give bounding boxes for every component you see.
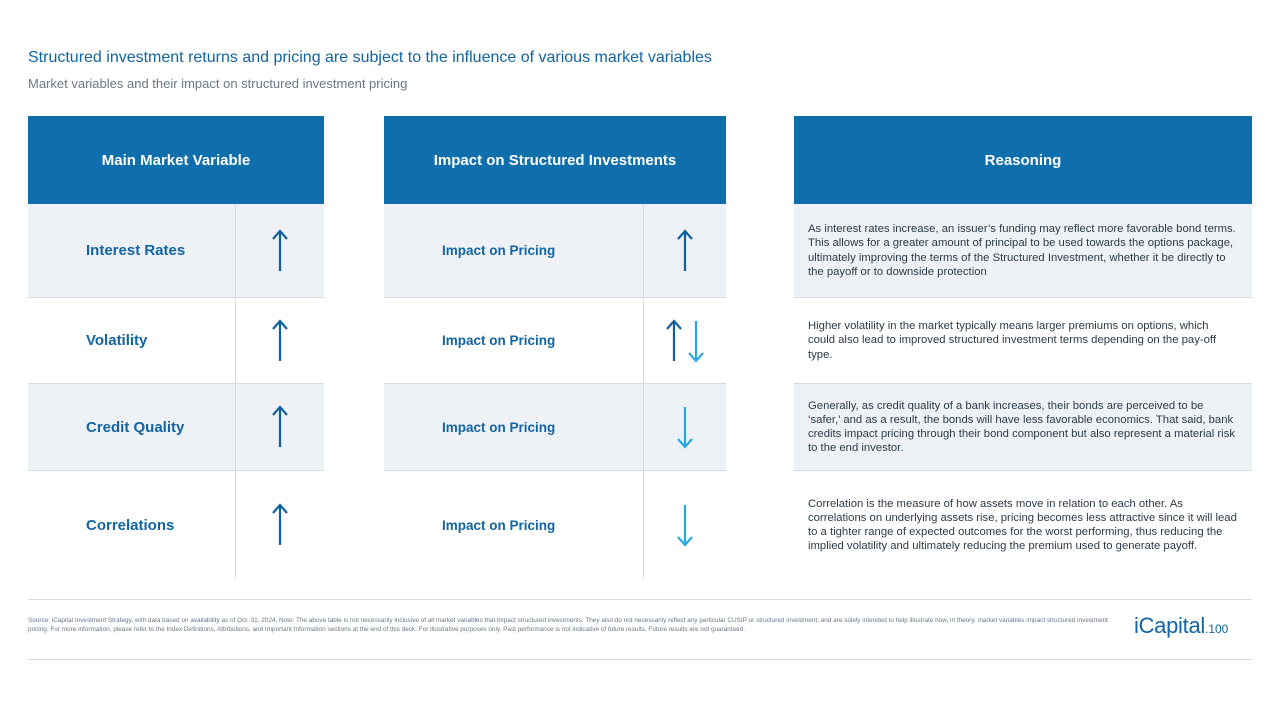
impact-direction-cell [643, 471, 726, 579]
table-row [384, 471, 726, 579]
table-row [28, 384, 324, 471]
variable-label: Volatility [86, 332, 148, 349]
direction-cell [235, 384, 324, 470]
arrow-down-icon [676, 405, 694, 449]
impact-label: Impact on Pricing [442, 419, 556, 435]
arrow-up-icon [665, 319, 683, 363]
variable-column [28, 116, 324, 579]
impact-direction-cell [643, 384, 726, 470]
brand-logo [1134, 613, 1228, 639]
page-subtitle: Market variables and their impact on structured investment pricing [28, 76, 408, 91]
footer-divider-top [28, 599, 1252, 600]
reasoning-column [794, 116, 1252, 579]
impact-column-header: Impact on Structured Investments [384, 116, 726, 204]
table-row [384, 384, 726, 471]
table-row [28, 298, 324, 384]
impact-label: Impact on Pricing [442, 517, 556, 533]
variable-label: Interest Rates [86, 242, 186, 259]
logo-wordmark: iCapital [1134, 613, 1205, 638]
direction-cell [235, 298, 324, 383]
arrow-up-icon [271, 229, 289, 273]
impact-label: Impact on Pricing [442, 333, 556, 348]
arrow-up-icon [676, 229, 694, 273]
page-title: Structured investment returns and pricing are subject to the influence of various market variables [28, 49, 712, 66]
footer-divider-bottom [28, 659, 1252, 660]
reasoning-text: Generally, as credit quality of a bank increases, their bonds are perceived to be ‘safer,’ and as a result, the bonds will have less favorable economics. That said, bank credits impact pricing through their bond component but also represent a material risk to the end investor. [808, 399, 1235, 455]
direction-cell [235, 204, 324, 297]
table-row [794, 298, 1252, 384]
impact-direction-cell [643, 298, 726, 383]
footnote: Source: iCapital Investment Strategy, with data based on availability as of Oct. 31, 2024. Note: The above table is not necessarily inclusive of all market variables that impact structured investments. They also do not necessarily reflect any particular CUSIP or structured investment, and are solely intended to help illustrate how, in theory, market variables impact structured investment pricing. For more information, please refer to the Index Definitions, Attributions, and Important Information sections at the end of this deck. For illustrative purposes only. Past performance is not indicative of future results. Future results are not guaranteed. [28, 617, 1108, 634]
impact-label: Impact on Pricing [442, 243, 556, 258]
table-row [794, 384, 1252, 471]
table-row [384, 298, 726, 384]
arrow-down-icon [676, 503, 694, 547]
reasoning-text: Higher volatility in the market typically means larger premiums on options, which could also lead to improved structured investment terms depending on the pay-off type. [808, 320, 1216, 361]
impact-column [384, 116, 726, 579]
table-row [28, 471, 324, 579]
logo-suffix: .100 [1204, 622, 1229, 636]
variable-label: Credit Quality [86, 418, 185, 436]
reasoning-text: As interest rates increase, an issuer’s funding may reflect more favorable bond terms. This allows for a greater amount of principal to be used towards the options package, ultimately improving the terms of the Structured Investment, whether it be directly to the payoff or to downside protection [808, 223, 1236, 278]
reasoning-column-header: Reasoning [794, 116, 1252, 204]
table-row [28, 204, 324, 298]
arrow-up-icon [271, 405, 289, 449]
table-row [794, 204, 1252, 298]
reasoning-text: Correlation is the measure of how assets move in relation to each other. As correlations on underlying assets rise, pricing becomes less attractive since it will lead to a tighter range of expected outcomes for the worst performing, thus reducing the implied volatility and ultimately reducing the premium used to generate payoff. [808, 497, 1237, 553]
variable-column-header: Main Market Variable [28, 116, 324, 204]
variable-label: Correlations [86, 516, 175, 534]
arrow-down-icon [687, 319, 705, 363]
table-row [794, 471, 1252, 579]
arrow-up-icon [271, 503, 289, 547]
direction-cell [235, 471, 324, 579]
arrow-up-icon [271, 319, 289, 363]
table-row [384, 204, 726, 298]
impact-direction-cell [643, 204, 726, 297]
